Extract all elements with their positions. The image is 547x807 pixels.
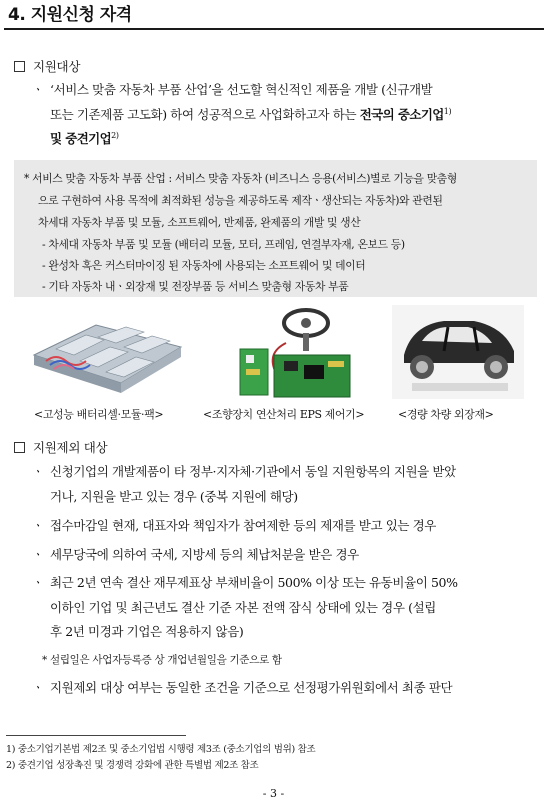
heading-text: 지원제외 대상 [33,440,108,455]
bullet-dot: ㆍ [32,680,44,695]
exclusion-item-3 [32,543,359,568]
section-title: 4. 지원신청 자격 [8,5,132,25]
vehicle-frame-image [392,305,524,399]
bullet-dot: ㆍ [32,82,44,97]
item-1-line-2: 거나, 지원을 받고 있는 경우 (중복 지원에 해당) [50,488,298,504]
section-header [4,2,544,30]
footnote-rule [6,735,186,736]
caption-battery: <고성능 배터리셀·모듈·팩> [34,408,164,421]
caption-exterior: <경량 차량 외장재> [398,408,494,421]
eps-controller-image [228,303,358,401]
establishment-note: * 설립일은 사업자등록증 상 개업년월일을 기준으로 함 [42,654,282,666]
item-3-text: 세무당국에 의하여 국세, 지방세 등의 체납처분을 받은 경우 [50,547,359,562]
heading-exclusion [14,438,107,456]
definition-box [14,160,537,297]
footnote-ref-2: 2) [111,130,119,140]
bullet-dot: ㆍ [32,518,44,533]
definition-line-3: 차세대 자동차 부품 및 모듈, 소프트웨어, 반제품, 완제품의 개발 및 생산 [38,216,361,229]
checkbox-square-icon [14,61,25,72]
emphasis-midsize: 및 중견기업 [50,131,112,146]
item-5-text: 지원제외 대상 여부는 동일한 조건을 기준으로 선정평가위원회에서 최종 판단 [50,680,453,695]
page-number: - 3 - [262,787,285,800]
heading-support-target [14,57,80,75]
para-line-2-text: 또는 기존제품 고도화) 하여 성공적으로 사업화하고자 하는 [50,106,360,122]
emphasis-sme: 전국의 중소기업 [359,106,444,122]
bullet-dot: ㆍ [32,547,44,562]
battery-pack-image [26,305,186,399]
para-line-1: ‘서비스 맞춤 자동차 부품 산업’을 선도할 혁신적인 제품을 개발 (신규개발 [50,82,433,97]
exclusion-item-1 [32,460,456,509]
bullet-dot: ㆍ [32,575,44,590]
caption-eps: <조향장치 연산처리 EPS 제어기> [203,408,365,421]
footnote-1: 1) 중소기업기본법 제2조 및 중소기업법 시행령 제3조 (중소기업의 범위) 참조 [6,744,316,755]
item-2-text: 접수마감일 현재, 대표자와 책임자가 참여제한 등의 제재를 받고 있는 경우 [50,518,436,533]
exclusion-item-4 [32,571,458,645]
item-4-line-1: 최근 2년 연속 결산 재무제표상 부채비율이 500% 이상 또는 유동비율이 50% [50,575,458,590]
item-1-line-1: 신청기업의 개발제품이 타 정부·지자체·기관에서 동일 지원항목의 지원을 받았 [50,464,456,479]
para-line-2 [50,103,540,128]
definition-sub-1: - 차세대 자동차 부품 및 모듈 (배터리 모듈, 모터, 프레임, 연결부자재, 온보드 등) [42,238,405,251]
bullet-dot: ㆍ [32,464,44,479]
exclusion-item-5 [32,676,453,701]
footnote-ref-1: 1) [443,106,452,116]
heading-text: 지원대상 [33,59,81,74]
definition-line-2: 으로 구현하여 사용 목적에 최적화된 성능을 제공하도록 제작ㆍ생산되는 자동차)와 관련된 [38,194,443,207]
definition-line-1: * 서비스 맞춤 자동차 부품 산업 : 서비스 맞춤 자동차 (비즈니스 응용(서비스)별로 기능을 맞춤형 [24,172,457,185]
header-rule [4,28,544,30]
para-line-3 [50,127,540,152]
support-target-paragraph [32,78,540,152]
footnote-2: 2) 중견기업 성장촉진 및 경쟁력 강화에 관한 특별법 제2조 참조 [6,760,259,771]
definition-sub-2: - 완성차 혹은 커스터마이징 된 자동차에 사용되는 소프트웨어 및 데이터 [42,259,366,272]
definition-sub-3: - 기타 자동차 내ㆍ외장재 및 전장부품 등 서비스 맞춤형 자동차 부품 [42,280,349,293]
exclusion-item-2 [32,514,436,539]
item-4-line-2: 이하인 기업 및 최근년도 결산 기준 자본 전액 잠식 상태에 있는 경우 (설립 [50,599,436,615]
item-4-line-3: 후 2년 미경과 기업은 적용하지 않음) [50,624,244,639]
checkbox-square-icon [14,442,25,453]
